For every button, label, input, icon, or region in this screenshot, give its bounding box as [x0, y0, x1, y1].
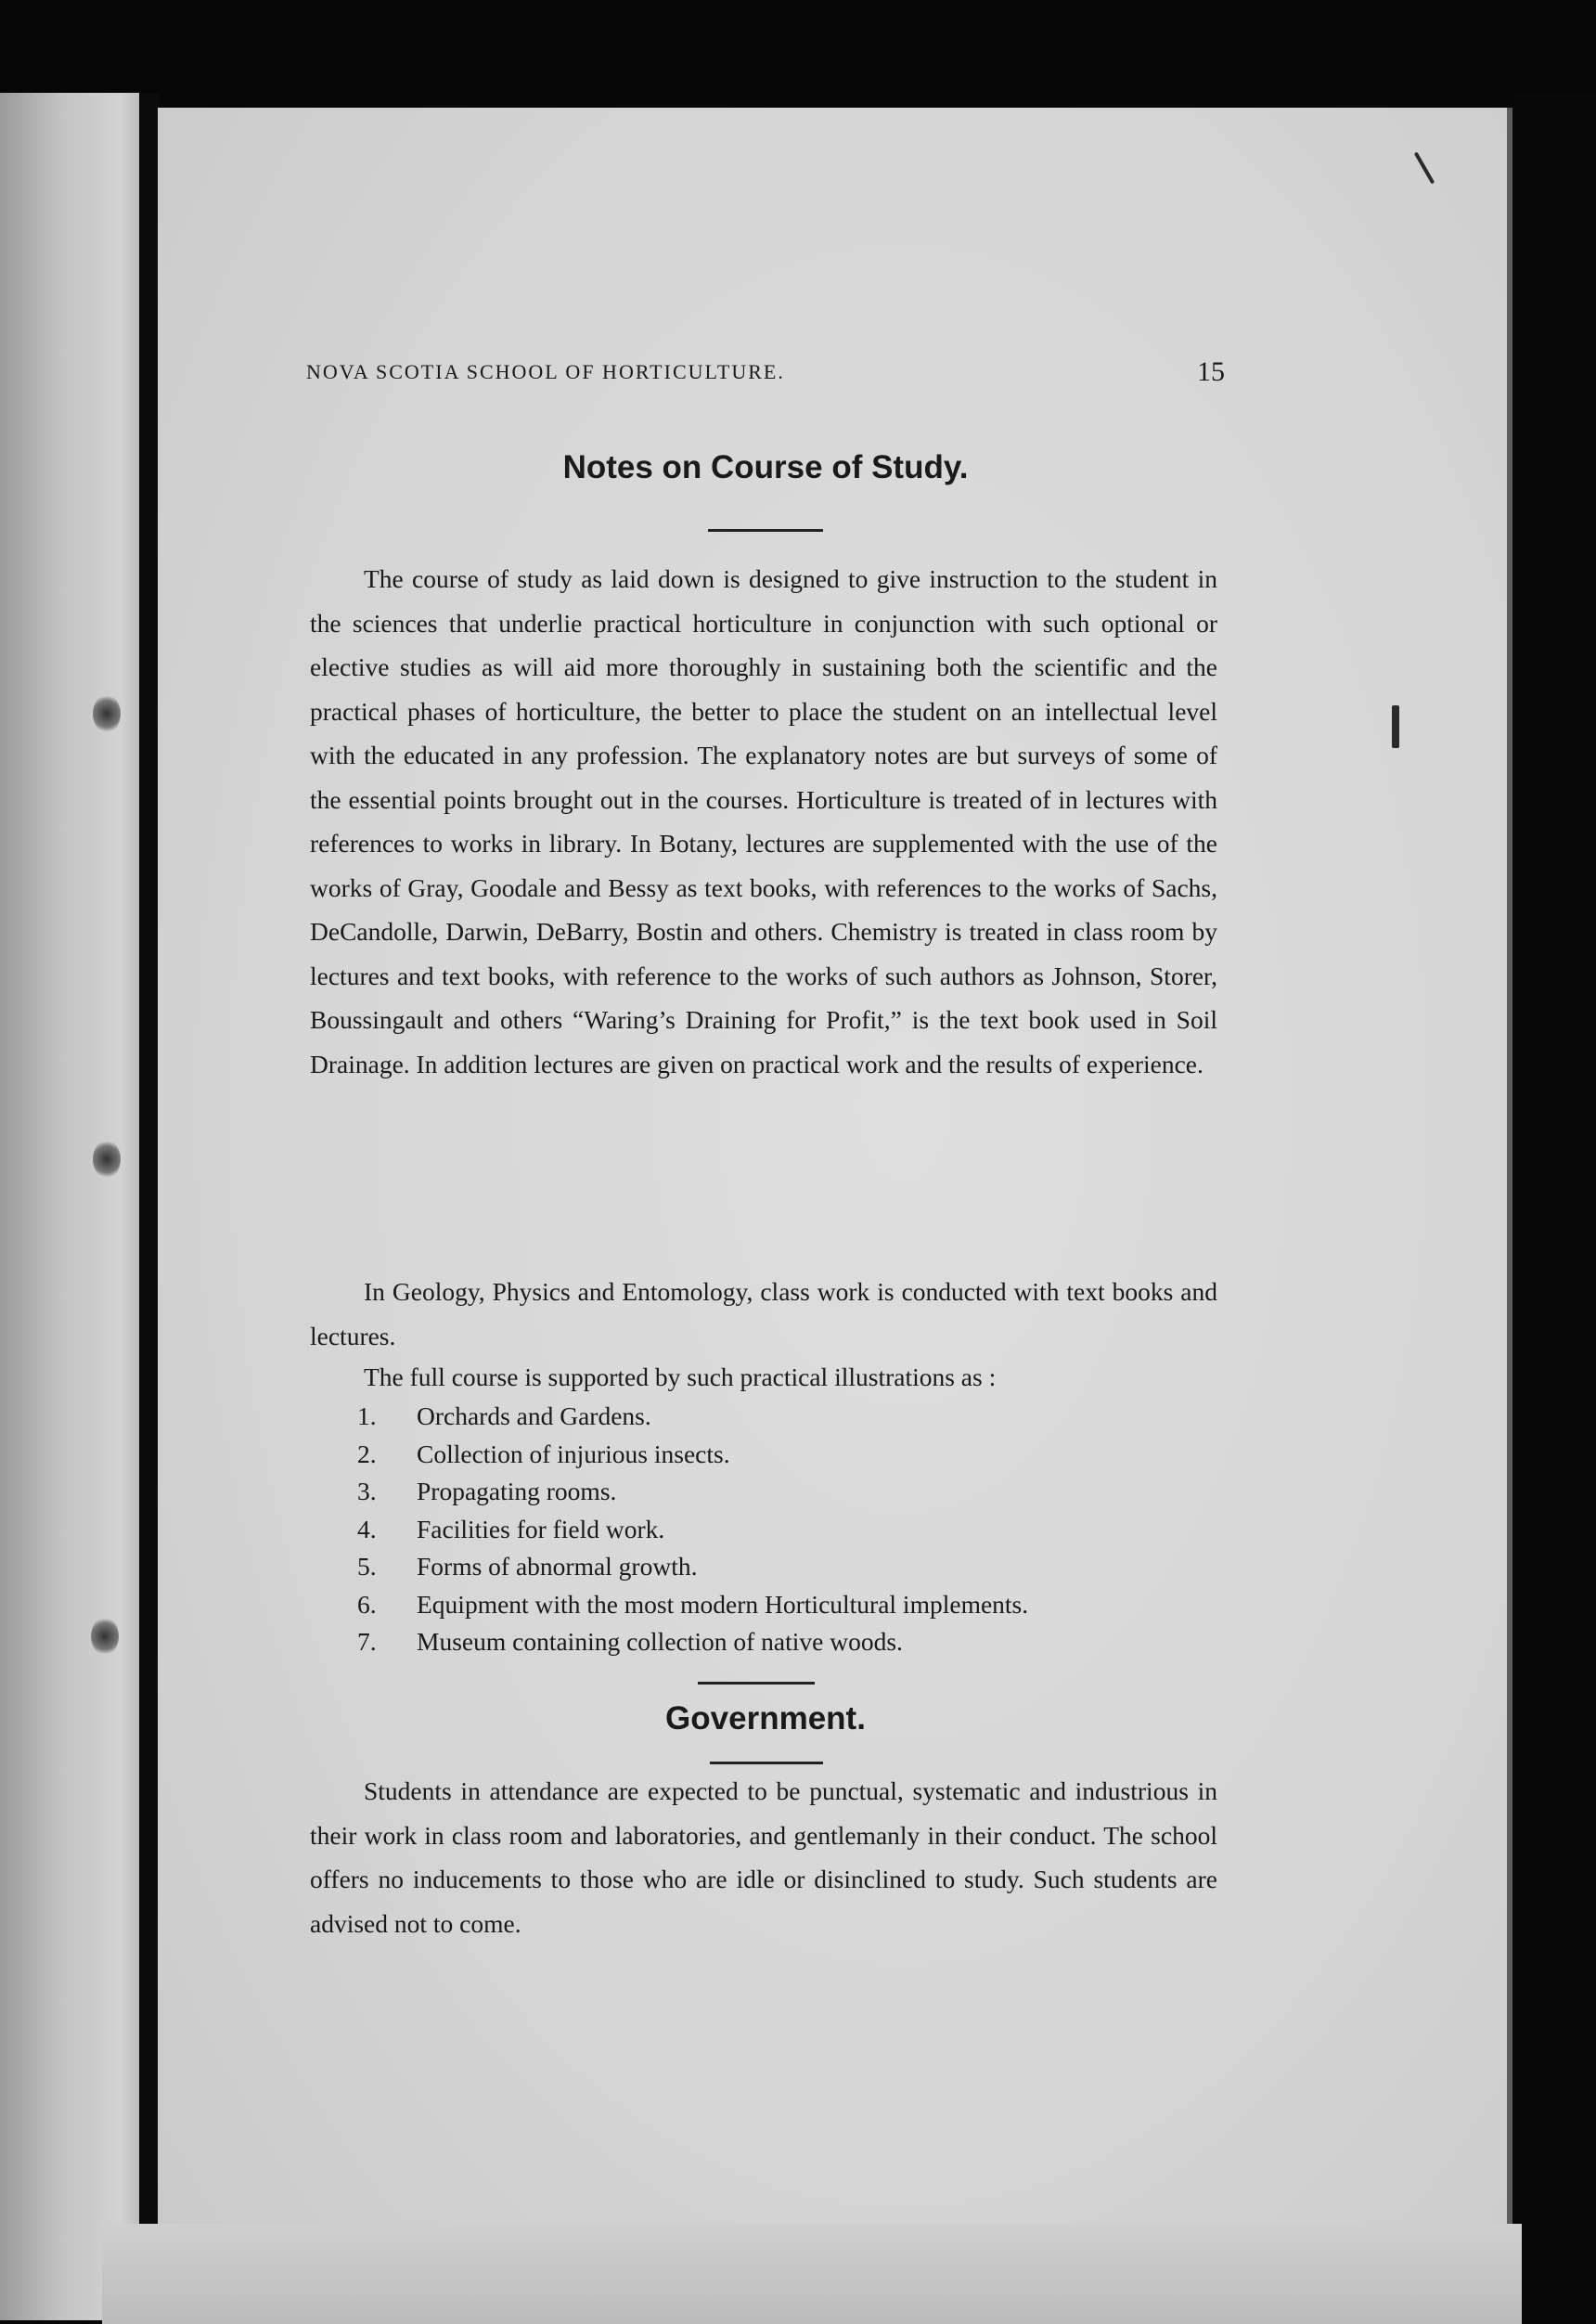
list-text: Propagating rooms. [417, 1477, 617, 1505]
list-item [357, 1398, 1229, 1436]
heading-rule [710, 1762, 823, 1764]
list-number: 1. [357, 1401, 377, 1430]
scan-right-border [1512, 93, 1596, 2324]
section-heading-government: Government. [665, 1700, 866, 1737]
government-paragraph: Students in attendance are expected to be punctual, systematic and industrious in their work in class room and laboratories, and gentlemanly in their conduct. The school offers no inducements to those who are idle or disinclined to study. Such students are advised not to come. [310, 1776, 1217, 1938]
list-number: 3. [357, 1477, 377, 1505]
list-text: Forms of abnormal growth. [417, 1552, 698, 1581]
list-item [357, 1586, 1229, 1624]
course-paragraph: The full course is supported by such practical illustrations as : [364, 1362, 997, 1391]
binding-hole-bottom [91, 1617, 119, 1656]
binding-hole-top [93, 694, 121, 733]
list-item [357, 1511, 1229, 1549]
running-head: NOVA SCOTIA SCHOOL OF HORTICULTURE. [306, 360, 785, 383]
course-paragraph: The course of study as laid down is designed to give instruction to the student in the sciences that underlie practical horticulture in conjunction with such optional or elective studies as will aid more thoroughly in sustaining both the scientific and the practical phases of horticulture, the better to place the student on an intellectual level with the educated in any profession. The explanatory notes are but surveys of some of the essential points brought out in the courses. Horticulture is treated of in lectures with references to works in library. In Botany, lectures are supplemented with the use of the works of Gray, Goodale and Bessy as text books, with references to the works of Sachs, DeCandolle, Darwin, DeBarry, Bostin and others. Chemistry is treated in class room by lectures and text books, with reference to the works of such authors as Johnson, Storer, Boussingault and others “Waring’s Draining for Profit,” is the text book used in Soil Drainage. In addition lectures are given on practical work and the results of experience. [310, 564, 1217, 1078]
binding-hole-middle [93, 1140, 121, 1179]
list-number: 4. [357, 1514, 377, 1543]
heading-rule [708, 529, 823, 532]
book-spine [139, 93, 160, 2324]
list-item [357, 1436, 1229, 1474]
list-text: Facilities for field work. [417, 1514, 665, 1543]
section-divider-rule [698, 1682, 815, 1685]
list-number: 2. [357, 1439, 377, 1468]
page-bottom-edge [102, 2224, 1522, 2324]
page-number: 15 [1197, 356, 1225, 387]
list-item [357, 1473, 1229, 1511]
scan-top-border [0, 0, 1596, 100]
section-heading-course-of-study: Notes on Course of Study. [562, 449, 969, 485]
list-item [357, 1623, 1229, 1661]
illustrations-list [357, 1398, 1229, 1661]
list-number: 7. [357, 1627, 377, 1656]
page-sheet [158, 108, 1512, 2324]
ink-mark [1392, 705, 1399, 748]
list-item [357, 1548, 1229, 1586]
list-text: Collection of injurious insects. [417, 1439, 730, 1468]
course-paragraph: In Geology, Physics and Entomology, class work is conducted with text books and lectures. [310, 1277, 1217, 1350]
list-text: Equipment with the most modern Horticultural implements. [417, 1589, 1029, 1619]
list-number: 6. [357, 1589, 377, 1619]
list-number: 5. [357, 1552, 377, 1581]
list-text: Museum containing collection of native woods. [417, 1627, 903, 1656]
list-text: Orchards and Gardens. [417, 1401, 651, 1430]
facing-page-edge [0, 93, 141, 2320]
